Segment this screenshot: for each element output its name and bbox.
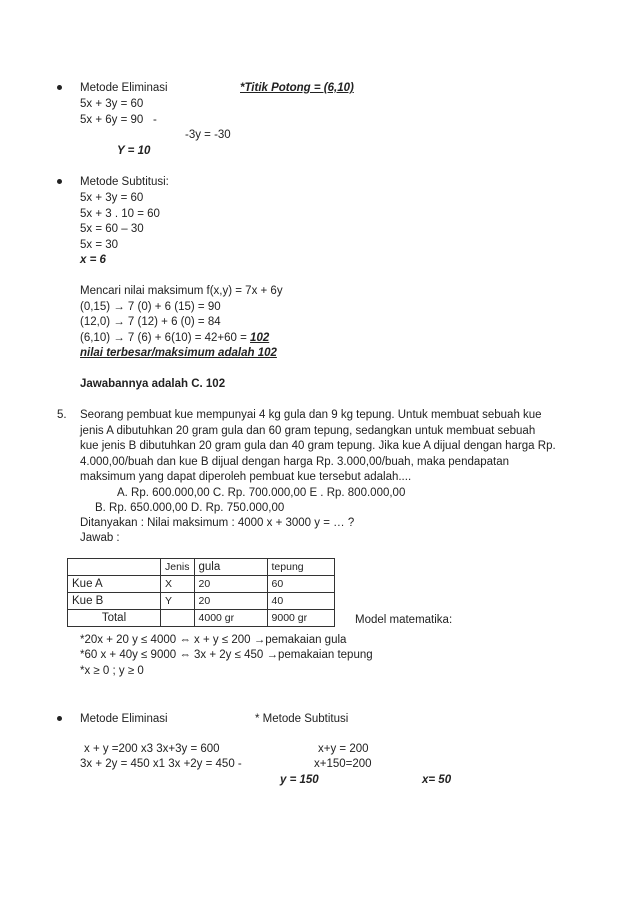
table-row xyxy=(68,593,335,610)
x-result: x= 50 xyxy=(422,774,452,786)
table-header-row xyxy=(68,559,335,576)
data-table xyxy=(67,558,335,627)
question-line: 4.000,00/buah dan kue B dijual dengan harga Rp. 3.000,00/buah, maka pendapatan xyxy=(80,456,510,468)
elimination-heading: Metode Eliminasi xyxy=(80,713,168,725)
table-cell: gula xyxy=(194,559,267,576)
elimination-result: -3y = -30 xyxy=(185,129,231,141)
table-cell: 9000 gr xyxy=(267,610,334,627)
table-cell: Y xyxy=(161,593,195,610)
table-cell: Kue B xyxy=(68,593,161,610)
y-result: Y = 10 xyxy=(117,145,151,157)
substitution-line: 5x + 3y = 60 xyxy=(80,192,144,204)
substitution-line: 5x + 3 . 10 = 60 xyxy=(80,208,160,220)
question-line: Seorang pembuat kue mempunyai 4 kg gula dan 9 kg tepung. Untuk membuat sebuah kue xyxy=(80,409,542,421)
question-number: 5. xyxy=(57,409,67,421)
table-row xyxy=(68,576,335,593)
table-cell: X xyxy=(161,576,195,593)
table-row xyxy=(68,610,335,627)
bullet-icon xyxy=(57,85,62,90)
eval-line: (0,15) → 7 (0) + 6 (15) = 90 xyxy=(80,301,221,313)
model-line: *20x + 20 y ≤ 4000 ⇔ x + y ≤ 200 →pemakaian gula xyxy=(80,634,347,646)
max-intro: Mencari nilai maksimum f(x,y) = 7x + 6y xyxy=(80,285,283,297)
eval-line xyxy=(80,331,269,345)
max-conclusion: nilai terbesar/maksimum adalah 102 xyxy=(80,347,277,359)
eval-line-text: (6,10) → 7 (6) + 6(10) = 42+60 = xyxy=(80,332,251,344)
table-cell: 40 xyxy=(267,593,334,610)
bullet-icon xyxy=(57,179,62,184)
elimination-line: 3x + 2y = 450 x1 3x +2y = 450 - xyxy=(80,758,242,770)
table-cell: Jenis xyxy=(161,559,195,576)
question-line: kue jenis B dibutuhkan 20 gram gula dan 40 gram tepung. Jika kue A dijual dengan harga Rp. xyxy=(80,440,556,452)
eval-line: (12,0) → 7 (12) + 6 (0) = 84 xyxy=(80,316,221,328)
answer-line: Jawabannya adalah C. 102 xyxy=(80,378,226,390)
table-cell: tepung xyxy=(267,559,334,576)
equation-2: 5x + 6y = 90 xyxy=(80,114,144,126)
options-line: A. Rp. 600.000,00 C. Rp. 700.000,00 E . Rp. 800.000,00 xyxy=(117,487,406,499)
max-value: 102 xyxy=(250,332,270,344)
substitution-line: x+y = 200 xyxy=(318,743,369,755)
substitution-heading: Metode Subtitusi: xyxy=(80,176,169,188)
table-cell: Total xyxy=(68,610,161,627)
elimination-heading: Metode Eliminasi xyxy=(80,82,168,94)
question-line: jenis A dibutuhkan 20 gram gula dan 60 gram tepung, sedangkan untuk membuat sebuah xyxy=(80,425,536,437)
table-cell: 4000 gr xyxy=(194,610,267,627)
table-cell: 20 xyxy=(194,576,267,593)
model-label: Model matematika: xyxy=(355,614,453,626)
elimination-line: x + y =200 x3 3x+3y = 600 xyxy=(84,743,220,755)
options-line: B. Rp. 650.000,00 D. Rp. 750.000,00 xyxy=(95,502,285,514)
question-line: maksimum yang dapat diperoleh pembuat kue tersebut adalah.... xyxy=(80,471,412,483)
x-result: x = 6 xyxy=(80,254,106,266)
substitution-line: 5x = 60 – 30 xyxy=(80,223,144,235)
bullet-icon xyxy=(57,716,62,721)
substitution-line: 5x = 30 xyxy=(80,239,119,251)
table-cell xyxy=(68,559,161,576)
model-line: *x ≥ 0 ; y ≥ 0 xyxy=(80,665,144,677)
table-cell: Kue A xyxy=(68,576,161,593)
answer-label: Jawab : xyxy=(80,532,120,544)
equation-1: 5x + 3y = 60 xyxy=(80,98,144,110)
substitution-heading: * Metode Subtitusi xyxy=(255,713,349,725)
table-cell: 60 xyxy=(267,576,334,593)
model-line: *60 x + 40y ≤ 9000 ⇔ 3x + 2y ≤ 450 →pemakaian tepung xyxy=(80,649,373,661)
table-cell xyxy=(161,610,195,627)
y-result: y = 150 xyxy=(280,774,319,786)
asked-line: Ditanyakan : Nilai maksimum : 4000 x + 3000 y = … ? xyxy=(80,517,355,529)
minus-sign: - xyxy=(153,114,157,126)
substitution-line: x+150=200 xyxy=(314,758,372,770)
intersection-point: *Titik Potong = (6,10) xyxy=(240,82,354,94)
table-cell: 20 xyxy=(194,593,267,610)
